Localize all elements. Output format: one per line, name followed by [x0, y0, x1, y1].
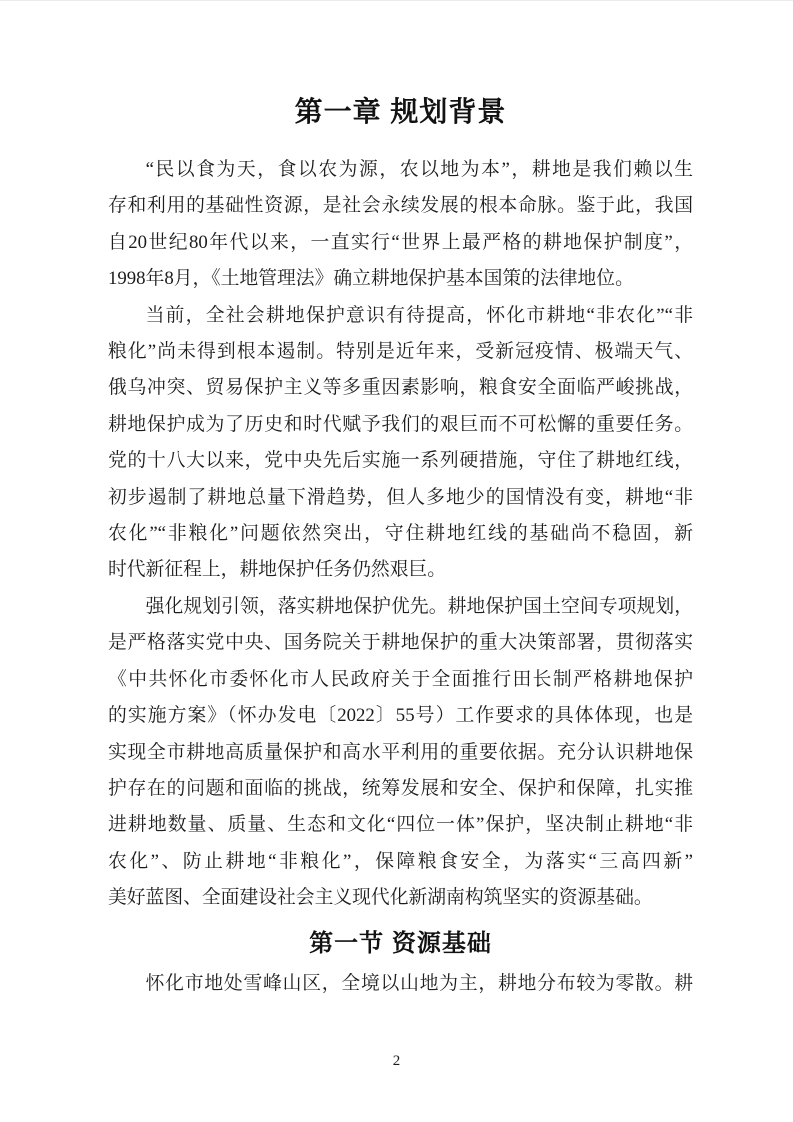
text-line: 的实施方案》（怀办发电〔2022〕55号）工作要求的具体体现，也是 — [108, 705, 693, 727]
paragraph — [108, 152, 693, 298]
text-line: 农化”“非粮化”问题依然突出，守住耕地红线的基础尚不稳固，新 — [108, 523, 693, 545]
text-line: 党的十八大以来，党中央先后实施一系列硬措施，守住了耕地红线， — [108, 450, 693, 472]
text-line: 当前，全社会耕地保护意识有待提高，怀化市耕地“非农化”“非 — [145, 304, 693, 326]
paragraph — [108, 966, 693, 1002]
text-line: 存和利用的基础性资源，是社会永续发展的根本命脉。鉴于此，我国 — [108, 195, 693, 217]
paragraph — [108, 589, 693, 917]
section-title: 第一节 资源基础 — [309, 929, 492, 957]
text-line: 实现全市耕地高质量保护和高水平利用的重要依据。充分认识耕地保 — [108, 741, 693, 763]
text-line: 强化规划引领，落实耕地保护优先。耕地保护国土空间专项规划， — [145, 595, 693, 617]
text-line: 护存在的问题和面临的挑战，统筹发展和安全、保护和保障，扎实推 — [108, 777, 693, 799]
text-line: 耕地保护成为了历史和时代赋予我们的艰巨而不可松懈的重要任务。 — [108, 413, 693, 435]
text-line: 美好蓝图、全面建设社会主义现代化新湖南构筑坚实的资源基础。 — [108, 887, 653, 909]
body-text-after-section — [108, 966, 693, 1002]
text-line: 粮化”尚未得到根本遏制。特别是近年来，受新冠疫情、极端天气、 — [108, 341, 693, 363]
text-line: 俄乌冲突、贸易保护主义等多重因素影响，粮食安全面临严峻挑战， — [108, 377, 693, 399]
text-line: “民以食为天，食以农为源，农以地为本”，耕地是我们赖以生 — [145, 159, 693, 180]
body-text-before-section — [108, 152, 693, 917]
text-line: 初步遏制了耕地总量下滑趋势，但人多地少的国情没有变，耕地“非 — [108, 486, 693, 508]
text-line: 是严格落实党中央、国务院关于耕地保护的重大决策部署，贯彻落实 — [108, 632, 693, 654]
paragraph — [108, 298, 693, 589]
text-line: 进耕地数量、质量、生态和文化“四位一体”保护，坚决制止耕地“非 — [108, 814, 693, 836]
text-line: 时代新征程上，耕地保护任务仍然艰巨。 — [108, 559, 447, 581]
text-line: 农化”、防止耕地“非粮化”，保障粮食安全，为落实“三高四新” — [108, 850, 693, 872]
text-line: 1998年8月，《土地管理法》确立耕地保护基本国策的法律地位。 — [108, 268, 634, 290]
chapter-title: 第一章 规划背景 — [294, 96, 507, 127]
page-number: 2 — [392, 1053, 401, 1069]
text-line: 怀化市地处雪峰山区，全境以山地为主，耕地分布较为零散。耕 — [145, 972, 693, 994]
text-line: 《中共怀化市委怀化市人民政府关于全面推行田长制严格耕地保护 — [108, 668, 693, 690]
text-line: 自20世纪80年代以来，一直实行“世界上最严格的耕地保护制度”， — [108, 231, 693, 253]
